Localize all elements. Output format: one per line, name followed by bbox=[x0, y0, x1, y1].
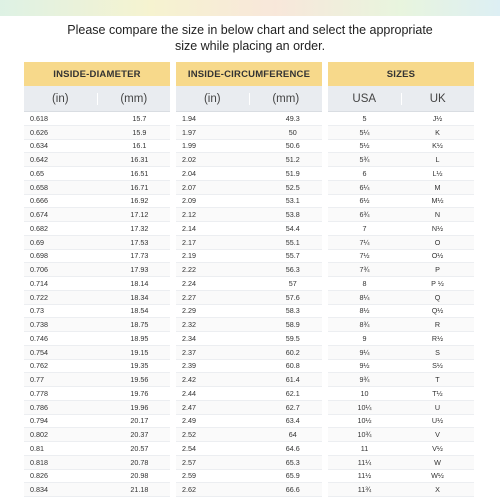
table-row bbox=[328, 140, 474, 154]
uk-size-cell: Q bbox=[434, 292, 441, 302]
circumference-in-cell: 2.34 bbox=[182, 333, 196, 343]
diameter-mm-cell: 21.18 bbox=[130, 485, 149, 495]
circumference-mm-cell: 57 bbox=[288, 278, 297, 288]
diameter-mm-cell: 15.9 bbox=[132, 127, 147, 137]
diameter-mm-cell: 19.15 bbox=[130, 347, 149, 357]
circumference-mm-cell: 60.8 bbox=[285, 361, 300, 371]
usa-size-cell: 5¼ bbox=[359, 127, 370, 137]
table-row bbox=[176, 456, 322, 470]
table-row bbox=[328, 428, 474, 442]
table-row bbox=[24, 470, 170, 484]
circumference-in-cell: 2.14 bbox=[182, 223, 196, 233]
uk-size-cell: K bbox=[435, 127, 440, 137]
table-row bbox=[24, 318, 170, 332]
usa-size-cell: 6 bbox=[362, 168, 367, 178]
circumference-in-cell: 1.99 bbox=[182, 141, 196, 151]
uk-size-cell: M½ bbox=[431, 196, 444, 206]
uk-size-cell: M bbox=[434, 182, 441, 192]
circumference-mm-cell: 56.3 bbox=[285, 265, 300, 275]
uk-size-cell: O½ bbox=[431, 251, 444, 261]
uk-size-cell: P ½ bbox=[431, 278, 444, 288]
inside-diameter-rows bbox=[24, 112, 170, 497]
inside-circumference-rows bbox=[176, 112, 322, 497]
table-row bbox=[328, 126, 474, 140]
table-row bbox=[176, 126, 322, 140]
table-row bbox=[328, 387, 474, 401]
diameter-in-cell: 0.69 bbox=[30, 237, 44, 247]
diameter-in-cell: 0.666 bbox=[30, 196, 48, 206]
table-row bbox=[328, 195, 474, 209]
table-row bbox=[176, 401, 322, 415]
circumference-in-cell: 1.94 bbox=[182, 113, 196, 123]
diameter-mm-cell: 17.53 bbox=[130, 237, 149, 247]
diameter-in-cell: 0.714 bbox=[30, 278, 48, 288]
circumference-mm-cell: 63.4 bbox=[285, 416, 300, 426]
table-row bbox=[176, 263, 322, 277]
circumference-mm-cell: 50.6 bbox=[285, 141, 300, 151]
circumference-in-cell: 2.27 bbox=[182, 292, 196, 302]
table-row bbox=[176, 470, 322, 484]
circumference-mm-cell: 66.6 bbox=[285, 485, 300, 495]
circumference-mm-cell: 52.5 bbox=[285, 182, 300, 192]
circumference-in-cell: 2.39 bbox=[182, 361, 196, 371]
usa-size-cell: 5 bbox=[362, 113, 367, 123]
diameter-in-cell: 0.826 bbox=[30, 471, 48, 481]
diameter-mm-cell: 20.37 bbox=[130, 430, 149, 440]
diameter-in-cell: 0.81 bbox=[30, 443, 44, 453]
table-row bbox=[176, 153, 322, 167]
circumference-mm-cell: 57.6 bbox=[285, 292, 300, 302]
circumference-mm-cell: 62.7 bbox=[285, 402, 300, 412]
diameter-in-cell: 0.786 bbox=[30, 402, 48, 412]
diameter-in-cell: 0.794 bbox=[30, 416, 48, 426]
decorative-banner bbox=[0, 0, 500, 16]
table-row bbox=[24, 181, 170, 195]
table-row bbox=[24, 126, 170, 140]
table-row bbox=[24, 456, 170, 470]
table-row bbox=[328, 181, 474, 195]
uk-size-cell: S bbox=[435, 347, 440, 357]
circumference-in-cell: 2.32 bbox=[182, 320, 196, 330]
diameter-mm-cell: 17.32 bbox=[130, 223, 149, 233]
table-row bbox=[24, 387, 170, 401]
diameter-in-cell: 0.682 bbox=[30, 223, 48, 233]
table-row bbox=[24, 140, 170, 154]
table-row bbox=[24, 263, 170, 277]
table-row bbox=[328, 456, 474, 470]
diameter-in-cell: 0.634 bbox=[30, 141, 48, 151]
circumference-mm-cell: 53.8 bbox=[285, 210, 300, 220]
table-row bbox=[328, 470, 474, 484]
usa-size-cell: 7 bbox=[362, 223, 367, 233]
inside-diameter-header: INSIDE-DIAMETER bbox=[24, 62, 170, 86]
table-row bbox=[24, 277, 170, 291]
circumference-in-cell: 2.62 bbox=[182, 485, 196, 495]
circumference-mm-cell: 61.4 bbox=[285, 375, 300, 385]
circumference-in-cell: 2.57 bbox=[182, 457, 196, 467]
circumference-in-cell: 2.09 bbox=[182, 196, 196, 206]
uk-size-cell: N bbox=[434, 210, 441, 220]
circumference-mm-cell: 50 bbox=[288, 127, 297, 137]
table-row bbox=[24, 195, 170, 209]
diameter-in-cell: 0.802 bbox=[30, 430, 48, 440]
diameter-in-cell: 0.65 bbox=[30, 168, 44, 178]
circumference-in-cell: 2.44 bbox=[182, 388, 196, 398]
circumference-mm-cell: 51.9 bbox=[285, 168, 300, 178]
usa-size-cell: 10½ bbox=[357, 416, 372, 426]
usa-size-cell: 10 bbox=[360, 388, 369, 398]
table-row bbox=[328, 373, 474, 387]
sizes-rows bbox=[328, 112, 474, 497]
inside-diameter-group bbox=[24, 62, 170, 497]
usa-size-cell: 10¾ bbox=[357, 430, 372, 440]
circumference-in-cell: 2.49 bbox=[182, 416, 196, 426]
uk-size-cell: T½ bbox=[432, 388, 443, 398]
usa-size-cell: 11¼ bbox=[357, 457, 372, 467]
diameter-mm-cell: 18.14 bbox=[130, 278, 149, 288]
table-row bbox=[328, 222, 474, 236]
table-row bbox=[176, 140, 322, 154]
circumference-mm-cell: 59.5 bbox=[285, 333, 300, 343]
usa-size-cell: 9¾ bbox=[359, 375, 370, 385]
table-row bbox=[328, 360, 474, 374]
diameter-in-cell: 0.698 bbox=[30, 251, 48, 261]
circumference-in-cell: 2.29 bbox=[182, 306, 196, 316]
usa-size-cell: 7¼ bbox=[359, 237, 370, 247]
uk-size-cell: S½ bbox=[432, 361, 443, 371]
circumference-in-cell: 2.37 bbox=[182, 347, 196, 357]
usa-size-cell: 6½ bbox=[359, 196, 370, 206]
circumference-in-cell: 2.24 bbox=[182, 278, 196, 288]
usa-size-cell: 6¾ bbox=[359, 210, 370, 220]
circumference-mm-cell: 55.1 bbox=[285, 237, 300, 247]
uk-size-cell: T bbox=[435, 375, 440, 385]
diameter-mm-cell: 19.56 bbox=[130, 375, 149, 385]
diameter-in-cell: 0.658 bbox=[30, 182, 48, 192]
circumference-in-cell: 2.54 bbox=[182, 443, 196, 453]
table-row bbox=[328, 153, 474, 167]
circumference-mm-cell: 49.3 bbox=[285, 113, 300, 123]
table-row bbox=[328, 291, 474, 305]
table-row bbox=[328, 401, 474, 415]
uk-size-cell: P bbox=[435, 265, 440, 275]
diameter-mm-cell: 18.34 bbox=[130, 292, 149, 302]
uk-size-cell: O bbox=[434, 237, 441, 247]
diameter-in-cell: 0.722 bbox=[30, 292, 48, 302]
uk-size-cell: R½ bbox=[431, 333, 444, 343]
diameter-mm-cell: 17.12 bbox=[130, 210, 149, 220]
diameter-in-cell: 0.738 bbox=[30, 320, 48, 330]
table-row bbox=[24, 360, 170, 374]
table-row bbox=[24, 373, 170, 387]
table-row bbox=[176, 428, 322, 442]
circumference-in-cell: 2.47 bbox=[182, 402, 196, 412]
diameter-mm-cell: 20.98 bbox=[130, 471, 149, 481]
inside-circumference-group bbox=[176, 62, 322, 497]
table-row bbox=[176, 318, 322, 332]
diameter-in-cell: 0.674 bbox=[30, 210, 48, 220]
table-row bbox=[24, 208, 170, 222]
table-row bbox=[328, 442, 474, 456]
uk-size-cell: W½ bbox=[431, 471, 444, 481]
usa-size-cell: 8¼ bbox=[359, 292, 370, 302]
diameter-in-cell: 0.778 bbox=[30, 388, 48, 398]
diameter-mm-cell: 16.1 bbox=[132, 141, 147, 151]
table-row bbox=[328, 112, 474, 126]
table-row bbox=[328, 250, 474, 264]
table-row bbox=[176, 373, 322, 387]
table-row bbox=[176, 483, 322, 497]
diameter-mm-cell: 16.31 bbox=[130, 155, 149, 165]
circumference-mm-cell: 60.2 bbox=[285, 347, 300, 357]
table-row bbox=[328, 236, 474, 250]
diameter-mm-cell: 16.71 bbox=[130, 182, 149, 192]
usa-size-cell: 9½ bbox=[359, 361, 370, 371]
uk-size-header: UK bbox=[401, 93, 475, 105]
diameter-mm-header: (mm) bbox=[97, 93, 171, 105]
usa-size-cell: 9¼ bbox=[359, 347, 370, 357]
table-row bbox=[24, 483, 170, 497]
circumference-mm-cell: 54.4 bbox=[285, 223, 300, 233]
table-row bbox=[24, 236, 170, 250]
table-row bbox=[176, 208, 322, 222]
usa-size-cell: 5½ bbox=[359, 141, 370, 151]
circumference-mm-cell: 58.3 bbox=[285, 306, 300, 316]
usa-size-cell: 8½ bbox=[359, 306, 370, 316]
diameter-mm-cell: 18.75 bbox=[130, 320, 149, 330]
table-row bbox=[24, 332, 170, 346]
table-row bbox=[176, 332, 322, 346]
circumference-in-cell: 2.02 bbox=[182, 155, 196, 165]
table-row bbox=[176, 112, 322, 126]
uk-size-cell: L bbox=[435, 155, 440, 165]
table-row bbox=[24, 291, 170, 305]
usa-size-cell: 11 bbox=[360, 443, 369, 453]
diameter-in-cell: 0.754 bbox=[30, 347, 48, 357]
table-row bbox=[176, 181, 322, 195]
table-row bbox=[176, 277, 322, 291]
diameter-mm-cell: 15.7 bbox=[132, 113, 147, 123]
usa-size-cell: 5¾ bbox=[359, 155, 370, 165]
table-row bbox=[24, 428, 170, 442]
sizes-group bbox=[328, 62, 474, 497]
table-row bbox=[328, 263, 474, 277]
table-row bbox=[24, 112, 170, 126]
circumference-mm-cell: 65.3 bbox=[285, 457, 300, 467]
table-row bbox=[328, 415, 474, 429]
table-row bbox=[176, 250, 322, 264]
table-row bbox=[176, 415, 322, 429]
uk-size-cell: U bbox=[434, 402, 441, 412]
table-row bbox=[176, 346, 322, 360]
diameter-in-cell: 0.818 bbox=[30, 457, 48, 467]
diameter-in-cell: 0.746 bbox=[30, 333, 48, 343]
diameter-in-cell: 0.642 bbox=[30, 155, 48, 165]
diameter-mm-cell: 16.92 bbox=[130, 196, 149, 206]
table-row bbox=[328, 208, 474, 222]
circumference-in-header: (in) bbox=[203, 92, 221, 105]
diameter-mm-cell: 19.96 bbox=[130, 402, 149, 412]
uk-size-cell: V bbox=[435, 430, 440, 440]
usa-size-cell: 8¾ bbox=[359, 320, 370, 330]
table-row bbox=[24, 346, 170, 360]
diameter-mm-cell: 18.95 bbox=[130, 333, 149, 343]
diameter-in-cell: 0.834 bbox=[30, 485, 48, 495]
usa-size-cell: 10¼ bbox=[357, 402, 372, 412]
usa-size-header: USA bbox=[352, 92, 377, 105]
table-row bbox=[24, 401, 170, 415]
table-row bbox=[24, 222, 170, 236]
diameter-in-cell: 0.77 bbox=[30, 375, 44, 385]
circumference-in-cell: 2.52 bbox=[182, 430, 196, 440]
uk-size-cell: X bbox=[435, 485, 440, 495]
sizes-header: SIZES bbox=[328, 62, 474, 86]
circumference-in-cell: 2.42 bbox=[182, 375, 196, 385]
uk-size-cell: R bbox=[434, 320, 441, 330]
circumference-in-cell: 2.17 bbox=[182, 237, 196, 247]
inside-circumference-header: INSIDE-CIRCUMFERENCE bbox=[176, 62, 322, 86]
diameter-mm-cell: 16.51 bbox=[130, 168, 149, 178]
circumference-in-cell: 2.04 bbox=[182, 168, 196, 178]
table-row bbox=[24, 305, 170, 319]
diameter-mm-cell: 19.35 bbox=[130, 361, 149, 371]
diameter-mm-cell: 17.93 bbox=[130, 265, 149, 275]
diameter-in-cell: 0.626 bbox=[30, 127, 48, 137]
circumference-in-cell: 2.12 bbox=[182, 210, 196, 220]
usa-size-cell: 8 bbox=[362, 278, 367, 288]
instructions-line-1: Please compare the size in below chart and select the appropriate bbox=[67, 23, 433, 37]
circumference-in-cell: 2.19 bbox=[182, 251, 196, 261]
uk-size-cell: U½ bbox=[431, 416, 444, 426]
table-row bbox=[328, 167, 474, 181]
diameter-mm-cell: 18.54 bbox=[130, 306, 149, 316]
diameter-in-cell: 0.706 bbox=[30, 265, 48, 275]
table-row bbox=[176, 442, 322, 456]
table-row bbox=[24, 153, 170, 167]
table-row bbox=[176, 222, 322, 236]
table-row bbox=[176, 236, 322, 250]
instructions-text bbox=[0, 22, 500, 54]
inside-circumference-subheader bbox=[176, 86, 322, 112]
diameter-mm-cell: 20.78 bbox=[130, 457, 149, 467]
uk-size-cell: J½ bbox=[432, 113, 443, 123]
usa-size-cell: 11½ bbox=[357, 471, 372, 481]
usa-size-cell: 9 bbox=[362, 333, 367, 343]
table-row bbox=[176, 291, 322, 305]
circumference-mm-cell: 58.9 bbox=[285, 320, 300, 330]
table-row bbox=[176, 360, 322, 374]
diameter-mm-cell: 19.76 bbox=[130, 388, 149, 398]
table-row bbox=[176, 305, 322, 319]
table-row bbox=[328, 332, 474, 346]
diameter-in-cell: 0.73 bbox=[30, 306, 44, 316]
table-row bbox=[24, 415, 170, 429]
circumference-in-cell: 1.97 bbox=[182, 127, 196, 137]
circumference-mm-cell: 51.2 bbox=[285, 155, 300, 165]
table-row bbox=[24, 250, 170, 264]
circumference-in-cell: 2.07 bbox=[182, 182, 196, 192]
circumference-mm-cell: 65.9 bbox=[285, 471, 300, 481]
table-row bbox=[176, 195, 322, 209]
diameter-in-header: (in) bbox=[51, 92, 69, 105]
usa-size-cell: 7½ bbox=[359, 251, 370, 261]
usa-size-cell: 6¼ bbox=[359, 182, 370, 192]
diameter-mm-cell: 17.73 bbox=[130, 251, 149, 261]
table-row bbox=[328, 305, 474, 319]
table-row bbox=[328, 277, 474, 291]
uk-size-cell: L½ bbox=[432, 168, 443, 178]
circumference-mm-cell: 55.7 bbox=[285, 251, 300, 261]
table-row bbox=[328, 318, 474, 332]
table-row bbox=[24, 442, 170, 456]
circumference-mm-cell: 53.1 bbox=[285, 196, 300, 206]
usa-size-cell: 7¾ bbox=[359, 265, 370, 275]
table-row bbox=[176, 167, 322, 181]
diameter-in-cell: 0.762 bbox=[30, 361, 48, 371]
circumference-mm-cell: 64.6 bbox=[285, 443, 300, 453]
inside-diameter-subheader bbox=[24, 86, 170, 112]
diameter-mm-cell: 20.17 bbox=[130, 416, 149, 426]
table-row bbox=[328, 483, 474, 497]
circumference-mm-header: (mm) bbox=[249, 93, 323, 105]
table-row bbox=[24, 167, 170, 181]
diameter-in-cell: 0.618 bbox=[30, 113, 48, 123]
diameter-mm-cell: 20.57 bbox=[130, 443, 149, 453]
usa-size-cell: 11¾ bbox=[357, 485, 372, 495]
uk-size-cell: V½ bbox=[432, 443, 443, 453]
circumference-in-cell: 2.59 bbox=[182, 471, 196, 481]
instructions-line-2: size while placing an order. bbox=[174, 39, 326, 53]
table-row bbox=[176, 387, 322, 401]
uk-size-cell: N½ bbox=[431, 223, 444, 233]
circumference-mm-cell: 64 bbox=[288, 430, 297, 440]
table-row bbox=[328, 346, 474, 360]
circumference-in-cell: 2.22 bbox=[182, 265, 196, 275]
uk-size-cell: W bbox=[434, 457, 441, 467]
circumference-mm-cell: 62.1 bbox=[285, 388, 300, 398]
sizes-subheader bbox=[328, 86, 474, 112]
uk-size-cell: Q½ bbox=[431, 306, 444, 316]
uk-size-cell: K½ bbox=[432, 141, 443, 151]
